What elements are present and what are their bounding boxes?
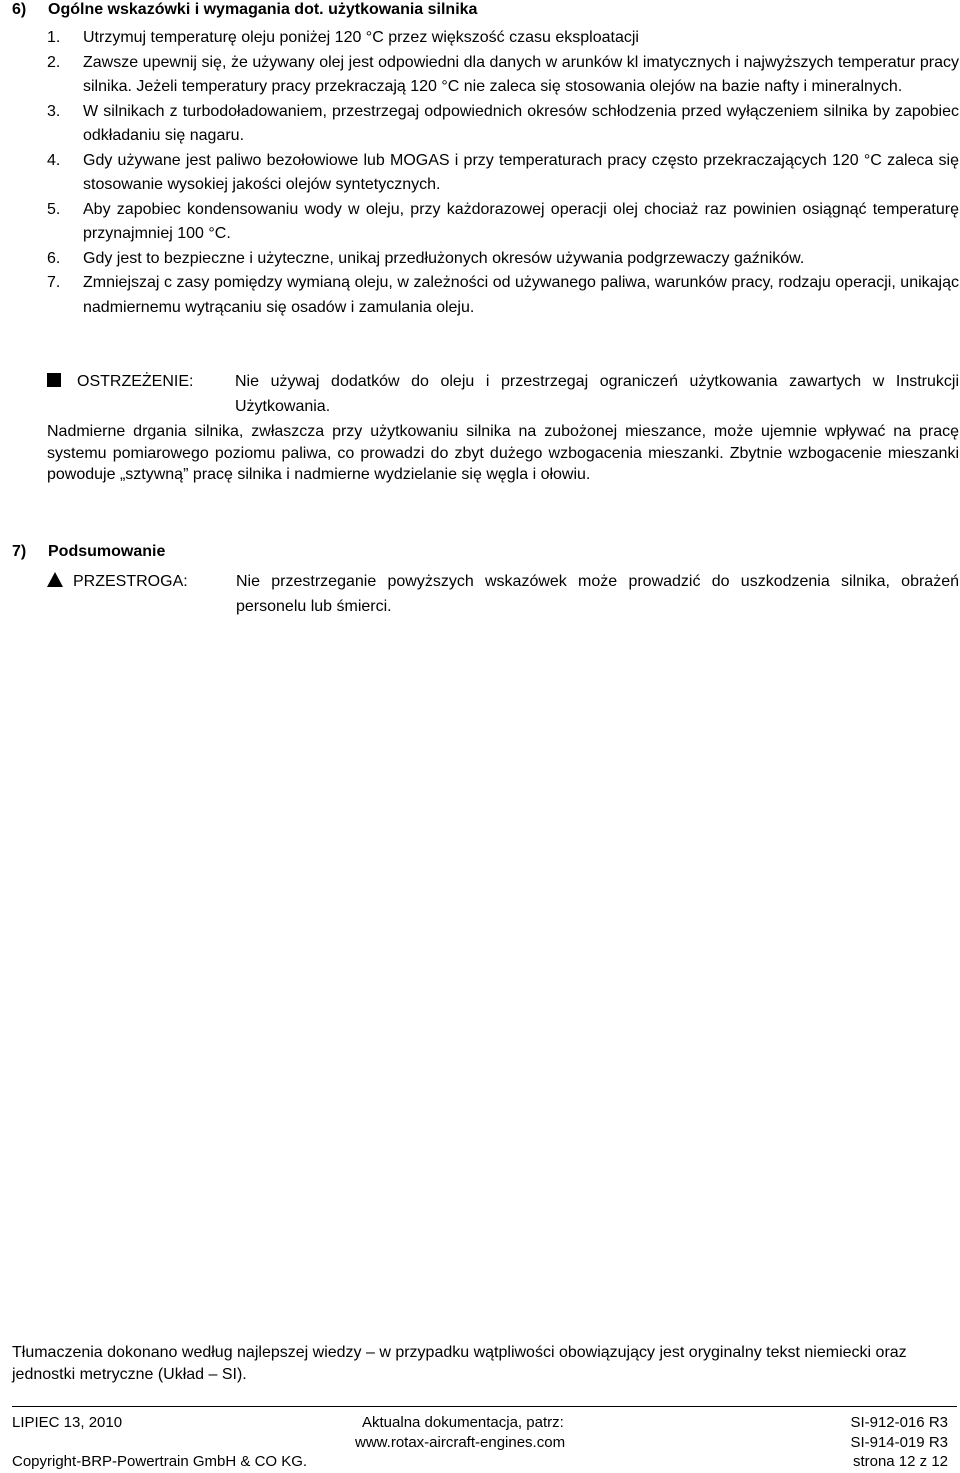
list-item — [47, 149, 959, 198]
item-number: 2. — [47, 53, 61, 71]
caution-notice — [47, 370, 959, 419]
guidelines-list — [47, 26, 959, 320]
footer-doc-url: www.rotax-aircraft-engines.com — [355, 1434, 566, 1451]
section-number: 6) — [12, 1, 27, 18]
caution-text: Nie używaj dodatków do oleju i przestrzegaj ograniczeń użytkowania zawartych w Instrukcji Użytkowania. — [235, 373, 959, 415]
footer-page-number: strona 12 z 12 — [852, 1453, 948, 1470]
item-text: Utrzymuj temperaturę oleju poniżej 120 °C przez większość czasu eksploatacji — [83, 29, 639, 46]
footer-doc-label: Aktualna dokumentacja, patrz: — [362, 1414, 564, 1431]
item-text: Gdy używane jest paliwo bezołowiowe lub MOGAS i przy temperaturach pracy często przekraczających 120 °C zaleca się stosowanie wysokiej jakości olejów syntetycznych. — [83, 151, 959, 193]
item-number: 7. — [47, 274, 61, 291]
section-6-heading — [12, 0, 477, 20]
footer-ref-1: SI-912-016 R3 — [850, 1414, 948, 1431]
vibration-paragraph: Nadmierne drgania silnika, zwłaszcza przy użytkowaniu silnika na zubożonej mieszance, może ujemnie wpływać na pracę systemu pomiarowego poziomu paliwa, co prowadzi do zbyt dużego wzbogacenia mieszanki. Zbytnie wzbogacenie mieszanki powoduje „sztywną” pracę silnika i nadmierne wydzielanie się węgla i ołowiu. — [47, 423, 959, 483]
item-number: 6. — [47, 249, 61, 267]
section-title: Podsumowanie — [48, 543, 166, 560]
item-text: Gdy jest to bezpieczne i użyteczne, unikaj przedłużonych okresów używania podgrzewaczy gaźników. — [83, 249, 805, 267]
footer-ref-2: SI-914-019 R3 — [850, 1434, 948, 1451]
footer-divider — [12, 1406, 957, 1407]
list-item — [47, 100, 959, 149]
list-item — [47, 271, 959, 320]
caution-label: OSTRZEŻENIE: — [77, 373, 194, 390]
list-item — [47, 247, 959, 272]
list-item — [47, 51, 959, 100]
warning-text: Nie przestrzeganie powyższych wskazówek może prowadzić do uszkodzenia silnika, obrażeń personelu lub śmierci. — [236, 573, 959, 615]
list-item — [47, 198, 959, 247]
list-item — [47, 26, 959, 51]
section-number: 7) — [12, 543, 27, 560]
footer-date: LIPIEC 13, 2010 — [12, 1414, 123, 1431]
translation-note: Tłumaczenia dokonano według najlepszej wiedzy – w przypadku wątpliwości obowiązujący jest oryginalny tekst niemiecki oraz jednostki metryczne (Układ – SI). — [12, 1344, 907, 1383]
item-text: Zmniejszaj c zasy pomiędzy wymianą oleju, w zależności od używanego paliwa, warunków pracy, rodzaju operacji, unikając nadmiernemu wytrącaniu się osadów i zamulania oleju. — [83, 274, 959, 316]
item-number: 3. — [47, 102, 61, 120]
warning-notice — [47, 570, 959, 619]
footer-copyright: Copyright-BRP-Powertrain GmbH & CO KG. — [12, 1453, 308, 1470]
item-number: 4. — [47, 151, 61, 169]
item-number: 5. — [47, 200, 61, 218]
item-number: 1. — [47, 29, 61, 46]
item-text: Zawsze upewnij się, że używany olej jest odpowiedni dla danych w arunków kl imatycznych i najwyższych temperatur pracy silnika. Jeżeli temperatury pracy przekraczają 120 °C nie zaleca się stosowania olejów na bazie nafty i mineralnych. — [83, 53, 959, 95]
caution-square-icon — [47, 373, 61, 387]
section-title: Ogólne wskazówki i wymagania dot. użytkowania silnika — [48, 1, 478, 18]
item-text: W silnikach z turbodoładowaniem, przestrzegaj odpowiednich okresów schłodzenia przed wyłączeniem silnika by zapobiec odkładaniu się nagaru. — [83, 102, 959, 144]
section-7-heading — [12, 542, 165, 562]
item-text: Aby zapobiec kondensowaniu wody w oleju, przy każdorazowej operacji olej chociaż raz powinien osiągnąć temperaturę przynajmniej 100 °C. — [83, 200, 959, 242]
warning-triangle-icon — [47, 572, 63, 587]
warning-label: PRZESTROGA: — [73, 573, 188, 590]
